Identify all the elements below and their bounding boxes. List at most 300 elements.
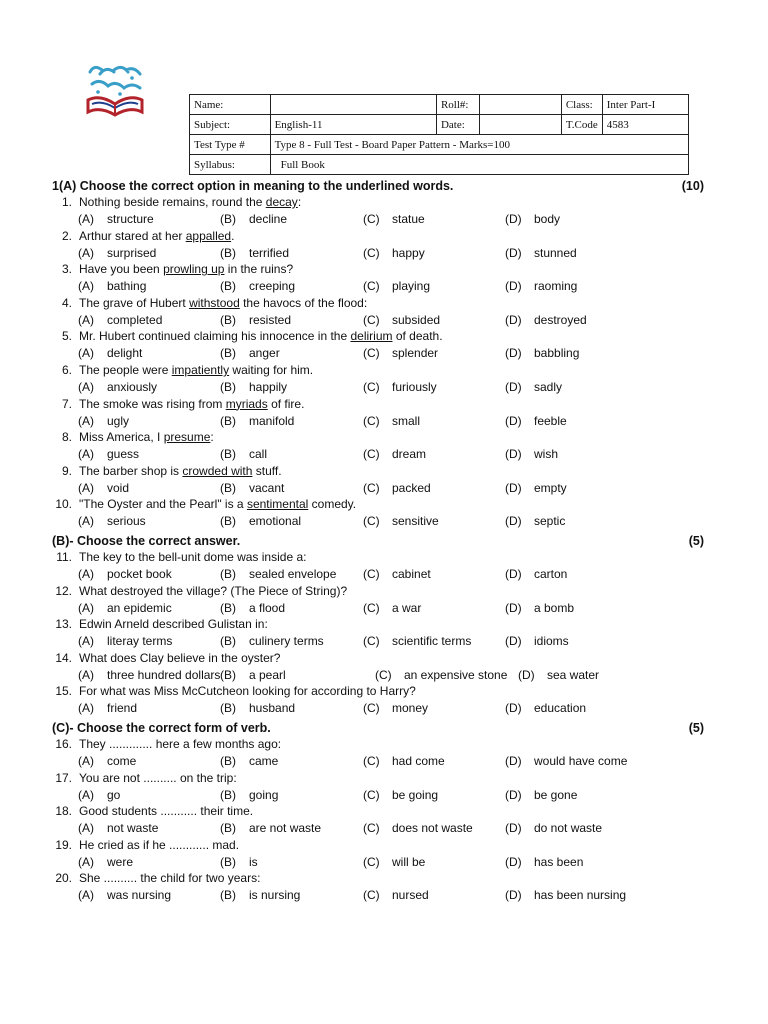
option-letter: (C) (375, 667, 392, 682)
option-text: dream (392, 447, 427, 462)
section-title: 1(A) Choose the correct option in meaning to the underlined words. (52, 179, 454, 193)
option-choice[interactable] (505, 379, 562, 396)
option-letter: (D) (505, 514, 522, 529)
option-letter: (B) (220, 701, 236, 716)
option-text: a flood (249, 600, 286, 615)
option-text: subsided (392, 312, 441, 327)
option-letter: (B) (220, 447, 236, 462)
options-row (78, 379, 698, 396)
option-choice[interactable] (220, 854, 258, 871)
header-info-table (189, 94, 689, 175)
option-text: destroyed (534, 312, 587, 327)
option-choice[interactable] (78, 753, 136, 770)
option-choice[interactable] (505, 211, 560, 228)
option-letter: (A) (78, 634, 94, 649)
option-letter: (B) (220, 787, 236, 802)
option-choice[interactable] (363, 379, 437, 396)
option-choice[interactable] (78, 600, 172, 617)
question-row (52, 583, 712, 600)
date-field[interactable] (479, 115, 561, 135)
option-text: void (107, 480, 130, 495)
option-choice[interactable] (363, 513, 439, 530)
option-choice[interactable] (363, 566, 431, 583)
option-letter: (B) (220, 413, 236, 428)
header-row-syllabus (190, 155, 689, 175)
option-text: body (534, 212, 561, 226)
option-choice[interactable] (220, 278, 295, 295)
option-letter: (D) (505, 567, 522, 581)
option-choice[interactable] (505, 887, 626, 904)
question-number: 4. (61, 295, 72, 310)
options-row (78, 820, 698, 837)
option-text: would have come (534, 754, 628, 768)
header-row-subject (190, 115, 689, 135)
option-choice[interactable] (363, 787, 438, 804)
option-choice[interactable] (220, 379, 287, 396)
option-text: serious (107, 514, 146, 529)
underlined-word: impatiently (171, 363, 230, 377)
option-choice[interactable] (363, 278, 430, 295)
option-letter: (A) (78, 380, 94, 394)
option-choice[interactable] (375, 667, 507, 684)
option-text: sealed envelope (249, 567, 337, 581)
header-row-name (190, 95, 689, 115)
option-text: septic (534, 514, 566, 529)
option-text: had come (392, 754, 445, 768)
question-row (52, 770, 712, 787)
options-row (78, 700, 698, 717)
option-choice[interactable] (363, 345, 438, 362)
option-letter: (A) (78, 279, 94, 294)
section-heading (52, 177, 704, 195)
option-text: creeping (249, 279, 296, 294)
question-row (52, 837, 712, 854)
option-text: playing (392, 279, 431, 294)
name-field[interactable] (270, 95, 436, 115)
option-text: bathing (107, 279, 147, 294)
option-letter: (D) (505, 480, 522, 495)
option-letter: (A) (78, 667, 94, 682)
option-text: decline (249, 212, 288, 226)
question-row (52, 616, 712, 633)
option-choice[interactable] (220, 446, 267, 463)
option-choice[interactable] (363, 600, 421, 617)
underlined-word: withstood (189, 295, 240, 310)
option-choice[interactable] (505, 600, 574, 617)
option-choice[interactable] (78, 887, 171, 904)
option-text: sensitive (392, 514, 439, 529)
question-text: The people were impatiently waiting for him. (79, 363, 314, 377)
option-letter: (A) (78, 312, 94, 327)
options-row (78, 854, 698, 871)
option-choice[interactable] (220, 312, 291, 329)
option-letter: (C) (363, 634, 380, 649)
option-choice[interactable] (220, 667, 286, 684)
option-letter: (B) (220, 380, 236, 394)
question-text: They ............. here a few months ago: (79, 737, 282, 751)
option-text: splender (392, 346, 439, 361)
question-row (52, 228, 712, 245)
underlined-word: myriads (225, 396, 268, 411)
option-text: not waste (107, 821, 159, 836)
question-row (52, 295, 712, 312)
option-letter: (B) (220, 754, 236, 768)
section-title: (B)- Choose the correct answer. (52, 534, 241, 548)
option-choice[interactable] (78, 513, 146, 530)
underlined-word: delirium (350, 329, 393, 344)
option-text: pocket book (107, 567, 172, 581)
option-letter: (A) (78, 480, 94, 495)
option-letter: (C) (363, 346, 380, 361)
option-choice[interactable] (505, 446, 558, 463)
option-text: manifold (249, 413, 295, 428)
option-choice[interactable] (220, 887, 300, 904)
book-logo-icon (80, 60, 150, 120)
option-choice[interactable] (220, 600, 285, 617)
option-text: raoming (534, 279, 578, 294)
option-text: a bomb (534, 600, 575, 615)
question-row (52, 396, 712, 413)
question-number: 13. (55, 617, 72, 632)
option-choice[interactable] (505, 413, 567, 430)
option-choice[interactable] (505, 513, 565, 530)
option-choice[interactable] (518, 667, 599, 684)
question-row (52, 463, 712, 480)
question-number: 5. (61, 329, 72, 344)
options-row (78, 446, 698, 463)
option-letter: (C) (363, 787, 380, 802)
option-choice[interactable] (505, 633, 569, 650)
option-text: came (249, 754, 279, 768)
option-choice[interactable] (220, 245, 289, 262)
options-row (78, 245, 698, 262)
underlined-word: sentimental (246, 497, 309, 512)
option-text: is nursing (249, 888, 301, 903)
option-text: guess (107, 447, 140, 462)
option-text: anger (249, 346, 280, 361)
option-letter: (B) (220, 567, 236, 581)
option-text: emotional (249, 514, 302, 529)
option-letter: (C) (363, 567, 380, 581)
option-text: is (249, 854, 258, 869)
option-letter: (D) (505, 346, 522, 361)
option-choice[interactable] (78, 787, 120, 804)
option-letter: (B) (220, 212, 236, 226)
option-choice[interactable] (505, 787, 577, 804)
option-choice[interactable] (78, 413, 129, 430)
option-letter: (D) (505, 821, 522, 836)
option-letter: (D) (505, 600, 522, 615)
option-letter: (C) (363, 514, 380, 529)
option-text: statue (392, 212, 425, 226)
option-letter: (B) (220, 888, 236, 903)
option-choice[interactable] (78, 211, 154, 228)
option-choice[interactable] (78, 345, 142, 362)
option-choice[interactable] (505, 345, 579, 362)
option-letter: (C) (363, 754, 380, 768)
question-text: For what was Miss McCutcheon looking for according to Harry? (79, 684, 416, 699)
option-text: will be (392, 854, 426, 869)
option-text: husband (249, 701, 296, 716)
question-number: 12. (55, 583, 72, 598)
option-choice[interactable] (78, 633, 172, 650)
options-row (78, 787, 698, 804)
option-text: idioms (534, 634, 569, 649)
option-letter: (D) (505, 888, 522, 903)
option-letter: (D) (505, 212, 522, 226)
option-letter: (D) (518, 667, 535, 682)
option-choice[interactable] (78, 854, 133, 871)
option-choice[interactable] (363, 413, 420, 430)
option-choice[interactable] (505, 278, 577, 295)
option-choice[interactable] (505, 854, 583, 871)
question-text: What does Clay believe in the oyster? (79, 650, 281, 665)
option-text: wish (534, 447, 559, 462)
option-letter: (A) (78, 854, 94, 869)
option-letter: (C) (363, 480, 380, 495)
options-row (78, 887, 698, 904)
option-letter: (A) (78, 245, 94, 260)
option-letter: (B) (220, 514, 236, 529)
option-text: feeble (534, 413, 567, 428)
option-letter: (A) (78, 514, 94, 529)
question-row (52, 736, 712, 753)
option-letter: (B) (220, 667, 236, 682)
question-row (52, 803, 712, 820)
options-row (78, 753, 698, 770)
option-choice[interactable] (505, 753, 627, 770)
option-letter: (A) (78, 447, 94, 462)
question-text: Have you been prowling up in the ruins? (79, 262, 294, 277)
class-value: Inter Part-I (602, 95, 688, 115)
option-text: completed (107, 312, 163, 327)
header-row-test-type (190, 135, 689, 155)
date-label: Date: (436, 115, 479, 135)
question-number: 7. (61, 396, 72, 411)
section-marks: (5) (688, 534, 704, 548)
option-text: babbling (534, 346, 580, 361)
option-text: going (249, 787, 279, 802)
option-text: be going (392, 787, 439, 802)
option-choice[interactable] (220, 513, 301, 530)
option-choice[interactable] (220, 480, 284, 497)
option-choice[interactable] (220, 787, 278, 804)
question-row (52, 496, 712, 513)
question-number: 20. (55, 871, 72, 886)
subject-value: English-11 (270, 115, 436, 135)
option-choice[interactable] (363, 753, 445, 770)
option-letter: (D) (505, 312, 522, 327)
option-text: money (392, 701, 429, 716)
option-letter: (A) (78, 212, 94, 226)
question-text: He cried as if he ............ mad. (79, 837, 240, 852)
option-choice[interactable] (363, 820, 473, 837)
option-choice[interactable] (78, 312, 162, 329)
question-text: What destroyed the village? (The Piece of String)? (79, 583, 348, 598)
option-choice[interactable] (363, 887, 429, 904)
question-number: 1. (61, 195, 72, 209)
question-number: 11. (56, 550, 72, 564)
question-row (52, 549, 712, 566)
option-text: literay terms (107, 634, 173, 649)
section-heading (52, 532, 704, 550)
option-choice[interactable] (220, 211, 287, 228)
option-choice[interactable] (78, 700, 137, 717)
option-choice[interactable] (505, 700, 586, 717)
option-text: packed (392, 480, 431, 495)
test-type-value: Type 8 - Full Test - Board Paper Pattern - Marks=100 (270, 135, 688, 155)
option-choice[interactable] (363, 480, 431, 497)
option-letter: (A) (78, 821, 94, 836)
question-text: The barber shop is crowded with stuff. (79, 463, 282, 478)
option-choice[interactable] (78, 278, 146, 295)
option-letter: (A) (78, 787, 94, 802)
option-text: anxiously (107, 380, 158, 394)
question-text: Mr. Hubert continued claiming his innocence in the delirium of death. (79, 329, 443, 344)
option-text: carton (534, 567, 568, 581)
option-letter: (A) (78, 600, 94, 615)
question-number: 14. (55, 650, 72, 665)
option-text: surprised (107, 245, 157, 260)
option-text: do not waste (534, 821, 603, 836)
option-letter: (A) (78, 888, 94, 903)
option-letter: (C) (363, 413, 380, 428)
question-row (52, 429, 712, 446)
option-letter: (D) (505, 279, 522, 294)
question-row (52, 650, 712, 667)
question-number: 16. (55, 737, 72, 751)
option-letter: (C) (363, 821, 380, 836)
logo (80, 60, 150, 120)
option-choice[interactable] (220, 413, 294, 430)
option-choice[interactable] (220, 566, 336, 583)
name-label: Name: (190, 95, 271, 115)
option-text: was nursing (107, 888, 172, 903)
option-choice[interactable] (505, 312, 587, 329)
option-choice[interactable] (363, 854, 425, 871)
options-row (78, 667, 698, 684)
section-marks: (10) (681, 179, 704, 193)
option-letter: (B) (220, 634, 236, 649)
option-choice[interactable] (363, 211, 425, 228)
question-row (52, 261, 712, 278)
option-text: be gone (534, 787, 578, 802)
options-row (78, 345, 698, 362)
option-letter: (C) (363, 888, 380, 903)
option-letter: (D) (505, 245, 522, 260)
option-letter: (B) (220, 346, 236, 361)
option-letter: (D) (505, 787, 522, 802)
option-letter: (C) (363, 854, 380, 869)
roll-field[interactable] (479, 95, 561, 115)
underlined-word: presume (163, 430, 211, 445)
subject-label: Subject: (190, 115, 271, 135)
question-row (52, 194, 712, 211)
option-letter: (D) (505, 634, 522, 649)
options-row (78, 278, 698, 295)
option-text: scientific terms (392, 634, 472, 649)
options-row (78, 211, 698, 228)
option-choice[interactable] (505, 820, 602, 837)
option-text: a war (392, 600, 422, 615)
options-row (78, 513, 698, 530)
option-choice[interactable] (220, 345, 280, 362)
option-letter: (A) (78, 567, 94, 581)
option-text: happy (392, 245, 425, 260)
question-number: 3. (61, 262, 72, 277)
option-choice[interactable] (363, 245, 425, 262)
option-choice[interactable] (363, 312, 440, 329)
section-title: (C)- Choose the correct form of verb. (52, 721, 271, 735)
question-number: 8. (61, 430, 72, 445)
underlined-word: crowded with (182, 463, 253, 478)
option-text: three hundred dollars (107, 667, 221, 682)
question-number: 15. (55, 684, 72, 699)
underlined-word: decay (265, 195, 298, 209)
option-letter: (A) (78, 346, 94, 361)
option-choice[interactable] (505, 480, 567, 497)
roll-label: Roll#: (436, 95, 479, 115)
question-number: 6. (61, 363, 72, 377)
question-row (52, 362, 712, 379)
option-text: were (107, 854, 134, 869)
option-choice[interactable] (505, 245, 577, 262)
option-choice[interactable] (78, 566, 172, 583)
option-text: happily (249, 380, 288, 394)
section-marks: (5) (688, 721, 704, 735)
syllabus-value: Full Book (270, 155, 688, 175)
option-choice[interactable] (78, 245, 156, 262)
question-text: The smoke was rising from myriads of fire. (79, 396, 305, 411)
option-choice[interactable] (220, 700, 295, 717)
question-text: You are not .......... on the trip: (79, 770, 237, 785)
option-text: does not waste (392, 821, 473, 836)
question-number: 2. (61, 228, 72, 243)
option-text: education (534, 701, 587, 716)
option-text: furiously (392, 380, 437, 394)
option-text: has been nursing (534, 888, 627, 903)
option-choice[interactable] (78, 667, 220, 684)
question-text: The key to the bell-unit dome was inside a: (79, 550, 307, 564)
option-choice[interactable] (363, 633, 471, 650)
options-row (78, 413, 698, 430)
option-text: small (392, 413, 421, 428)
question-text: She .......... the child for two years: (79, 871, 261, 886)
option-text: go (107, 787, 121, 802)
tcode-label: T.Code (561, 115, 602, 135)
option-choice[interactable] (220, 753, 278, 770)
option-choice[interactable] (363, 446, 426, 463)
question-row (52, 870, 712, 887)
option-choice[interactable] (78, 820, 158, 837)
option-choice[interactable] (220, 633, 324, 650)
option-choice[interactable] (78, 379, 157, 396)
option-choice[interactable] (78, 446, 139, 463)
option-choice[interactable] (363, 700, 428, 717)
option-choice[interactable] (220, 820, 321, 837)
question-number: 9. (61, 463, 72, 478)
option-text: friend (107, 701, 138, 716)
option-text: an epidemic (107, 600, 172, 615)
option-choice[interactable] (505, 566, 567, 583)
option-letter: (D) (505, 447, 522, 462)
option-letter: (A) (78, 413, 94, 428)
option-letter: (C) (363, 380, 380, 394)
option-letter: (C) (363, 279, 380, 294)
option-text: culinery terms (249, 634, 324, 649)
option-choice[interactable] (78, 480, 129, 497)
question-row (52, 683, 712, 700)
